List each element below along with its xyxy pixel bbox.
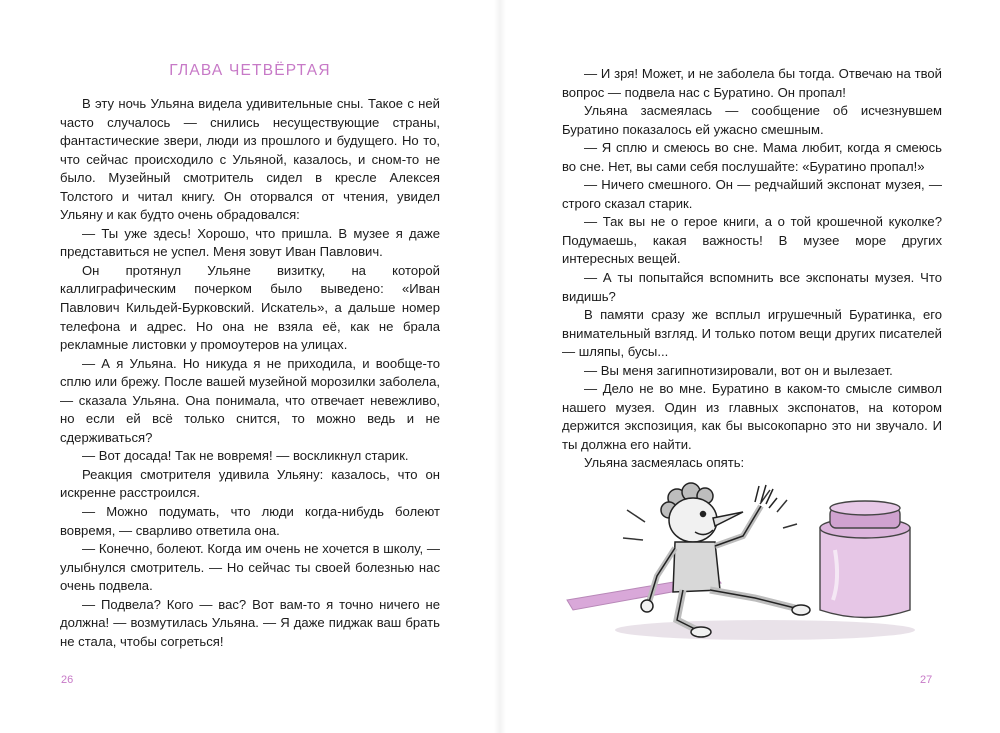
paragraph: — А я Ульяна. Но никуда я не приходила, и вообще-то сплю или брежу. После вашей музейной морозилки заболела, — сказала Ульяна. Она понимала, что отвечает невежливо, но если ей всё только снится, то можно ведь и не сдерживаться? — [60, 355, 440, 445]
paragraph: — Конечно, болеют. Когда им очень не хочется в школу, — улыбнулся смотритель. — Но сейчас ты своей болезнью нас очень подвела. — [60, 541, 440, 594]
buratino-puppet — [641, 483, 810, 637]
paragraph: Ульяна засмеялась — сообщение об исчезнувшем Буратино показалось ей ужасно смешным. — [562, 103, 942, 137]
left-text-block — [60, 95, 440, 651]
chapter-title: ГЛАВА ЧЕТВЁРТАЯ — [169, 62, 331, 79]
paragraph: — Ты уже здесь! Хорошо, что пришла. В музее я даже представиться не успел. Меня зовут Иван Павлович. — [60, 225, 440, 260]
page-number-left: 26 — [61, 674, 74, 686]
paragraph: В памяти сразу же всплыл игрушечный Буратинка, его внимательный взгляд. И только потом вещи других писателей — шляпы, бусы... — [562, 307, 942, 360]
paragraph: — Дело не во мне. Буратино в каком-то смысле символ нашего музея. Один из главных экспонатов, на котором держится экспозиция, как бы высокопарно это ни звучало. И ты должна его найти. — [562, 381, 942, 452]
right-page — [500, 0, 1000, 733]
paragraph: Реакция смотрителя удивила Ульяну: казалось, что он искренне расстроился. — [60, 466, 440, 501]
paragraph: — Подвела? Кого — вас? Вот вам-то я точно ничего не должна! — возмутилась Ульяна. — Я даже пиджак ваш брать не стала, чтобы согреться! — [60, 596, 440, 649]
paragraph: — А ты попытайся вспомнить все экспонаты музея. Что видишь? — [562, 270, 942, 304]
paragraph: — Я сплю и смеюсь во сне. Мама любит, когда я смеюсь во сне. Нет, вы сами себя послушайте: «Буратино пропал!» — [562, 140, 942, 174]
paragraph: — Вот досада! Так не вовремя! — воскликнул старик. — [82, 448, 409, 464]
paragraph: — И зря! Может, и не заболела бы тогда. Отвечаю на твой вопрос — подвела нас с Буратино. Он пропал! — [562, 66, 942, 100]
paragraph: Он протянул Ульяне визитку, на которой каллиграфическим почерком было выведено: «Иван Павлович Кильдей-Бурковский. Искатель», а дальше номер телефона и адрес. Но она не взяла её, как не брала рекламные листовки у промоутеров на улицах. — [60, 262, 440, 353]
jar — [820, 501, 910, 618]
paragraph: — Так вы не о герое книги, а о той крошечной куколке? Подумаешь, какая важность! В музее море других интересных вещей. — [562, 214, 942, 267]
paragraph: — Можно подумать, что люди когда-нибудь болеют вовремя, — сварливо ответила она. — [60, 504, 440, 538]
buratino-illustration — [565, 480, 945, 650]
right-text-block — [562, 65, 942, 473]
page-number-right: 27 — [920, 674, 933, 686]
paragraph: — Вы меня загипнотизировали, вот он и вылезает. — [584, 362, 893, 378]
paragraph: — Ничего смешного. Он — редчайший экспонат музея, — строго сказал старик. — [562, 177, 942, 211]
paragraph: Ульяна засмеялась опять: — [584, 455, 745, 471]
paragraph: В эту ночь Ульяна видела удивительные сны. Такое с ней часто случалось — снились несуществующие страны, фантастические звери, люди из прошлого и будущего. Но то, что сейчас происходило с Ульяной, казалось, и сном-то не было. Музейный смотритель сидел в кресле Алексея Толстого и читал книгу. Он оторвался от чтения, увидел Ульяну и как будто очень обрадовался: — [60, 96, 440, 223]
floor-shadow — [615, 620, 915, 640]
